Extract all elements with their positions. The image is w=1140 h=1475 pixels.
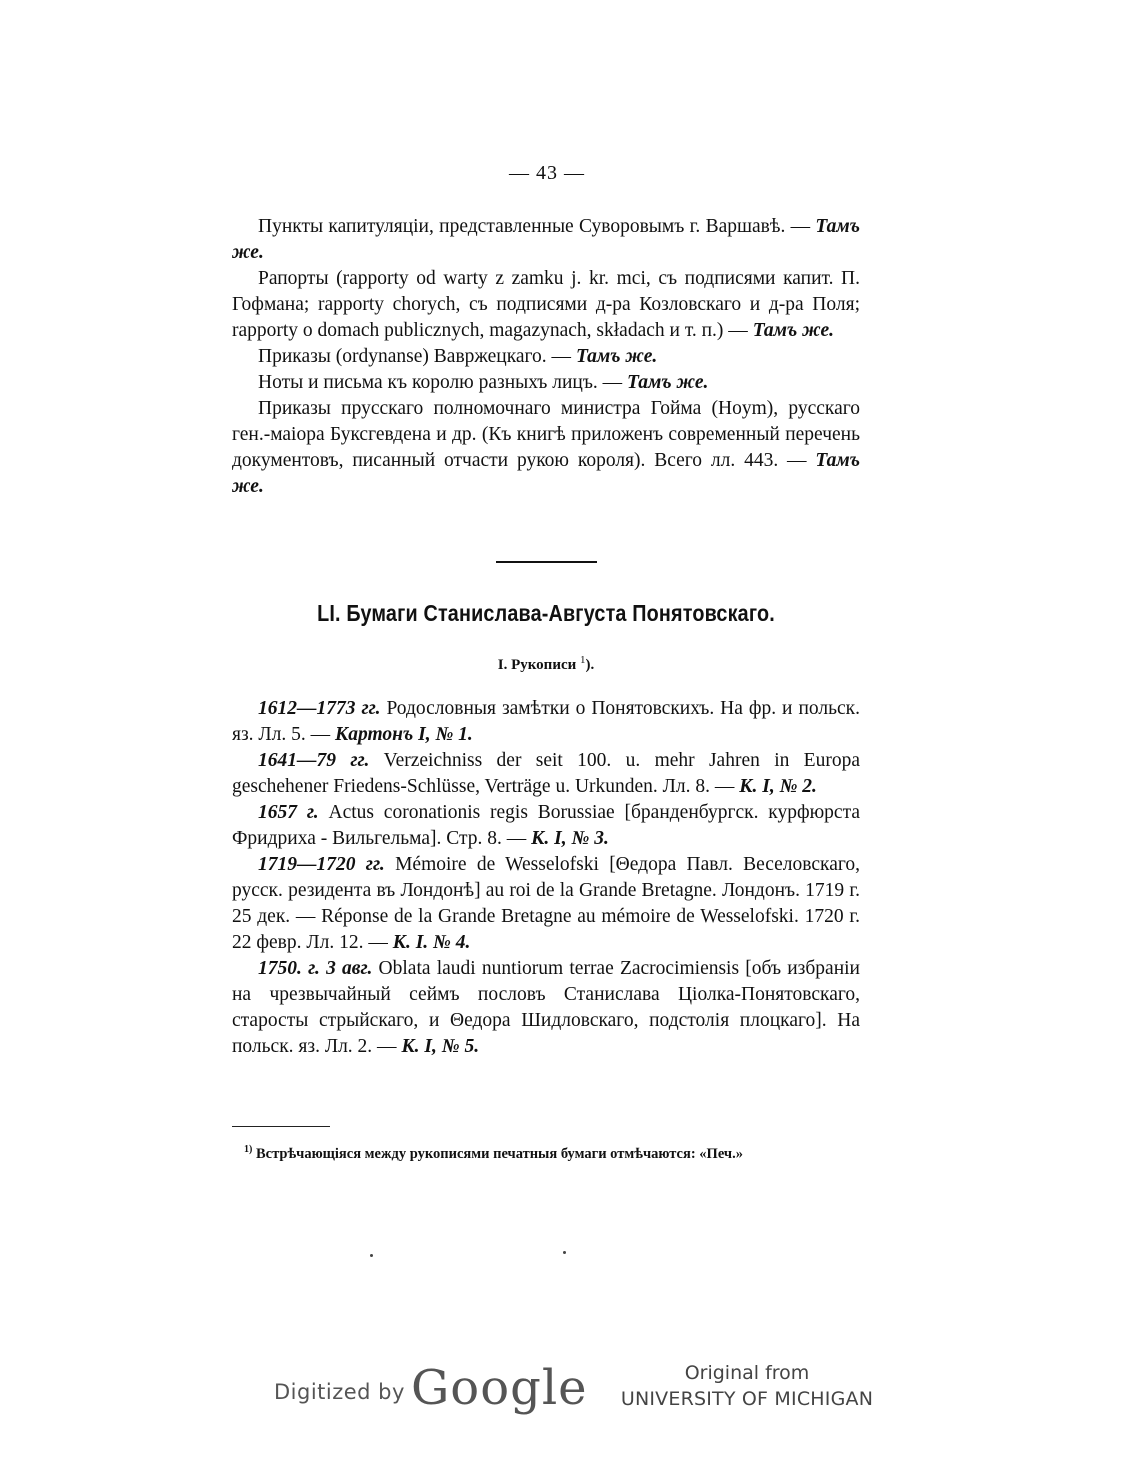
scan-speck	[370, 1254, 373, 1257]
library-watermark	[620, 1360, 874, 1412]
footnote-mark: 1)	[244, 1144, 253, 1155]
manuscript-entry: 1657 г. Actus coronationis regis Borussiae [бранденбургск. курфюрста Фридриха - Вильгельма]. Стр. 8. — К. I, № 3.	[232, 802, 860, 849]
manuscript-entry: 1719—1720 гг. Mémoire de Wesselofski [Θедора Павл. Веселовскаго, русск. резидента въ Лондонѣ] au roi de la Grande Bretagne. Лондонъ. 1719 г. 25 дек. — Réponse de la Grande Bretagne au mémoire de Wesselofski. 1720 г. 22 февр. Лл. 12. — К. I. № 4.	[232, 854, 860, 953]
footnote-divider	[232, 1126, 330, 1127]
google-logo: Google	[410, 1360, 588, 1416]
manuscript-entry: 1641—79 гг. Verzeichniss der seit 100. u. mehr Jahren in Europa geschehener Friedens-Schlüsse, Verträge u. Urkunden. Лл. 8. — К. I, № 2.	[232, 750, 860, 797]
digitized-by-text: Digitized by	[274, 1380, 405, 1404]
original-from-text: Original from	[684, 1362, 810, 1384]
entry-paragraph: Пункты капитуляціи, представленные Суворовымъ г. Варшавѣ. — Тамъ же.	[232, 216, 860, 263]
google-watermark	[274, 1356, 588, 1416]
entry-paragraph: Ноты и письма къ королю разныхъ лицъ. — Тамъ же.	[258, 372, 709, 393]
university-name: UNIVERSITY OF MICHIGAN	[620, 1388, 874, 1410]
page-number: — 43 —	[509, 162, 585, 184]
footnote-reference: 1	[580, 654, 586, 666]
entry-paragraph: Рапорты (rapporty od warty z zamku j. kr. mci, съ подписями капит. П. Гофмана; rapporty chorych, съ подписями д-ра Козловскаго и д-ра Поля; rapporty o domach publicznych, magazynach, składach и т. п.) — Тамъ же.	[232, 268, 860, 341]
entry-paragraph: Приказы прусскаго полномочнаго министра Гойма (Hoym), русскаго ген.-маіора Буксгевдена и др. (Къ книгѣ приложенъ современный перечень документовъ, писанный отчасти рукою короля). Всего лл. 443. — Тамъ же.	[232, 398, 860, 497]
manuscript-list	[232, 696, 860, 1060]
manuscript-entry: 1750. г. 3 авг. Oblata laudi nuntiorum terrae Zacrocimiensis [объ избраніи на чрезвычайный сеймъ пословъ Станислава Ціолка-Понятовскаго, старосты стрыйскаго, и Θедора Шидловскаго, подстолія плоцкаго]. На польск. яз. Лл. 2. — К. I, № 5.	[232, 958, 860, 1057]
top-entries	[232, 214, 860, 500]
scan-speck	[563, 1251, 566, 1254]
manuscript-entry: 1612—1773 гг. Родословныя замѣтки о Понятовскихъ. На фр. и польск. яз. Лл. 5. — Картонъ I, № 1.	[232, 698, 861, 745]
footnote: $^{1)}$ Встрѣчающіяся между рукописями печатныя бумаги отмѣчаются: «Печ.»	[244, 1144, 743, 1162]
entry-paragraph: Приказы (ordynanse) Вавржецкаго. — Тамъ же.	[258, 346, 658, 367]
section-divider	[496, 561, 597, 563]
subsection-title: I. Рукописи $^1$).	[497, 654, 595, 673]
section-title: LI. Бумаги Станислава-Августа Понятовскаго.	[317, 600, 775, 626]
